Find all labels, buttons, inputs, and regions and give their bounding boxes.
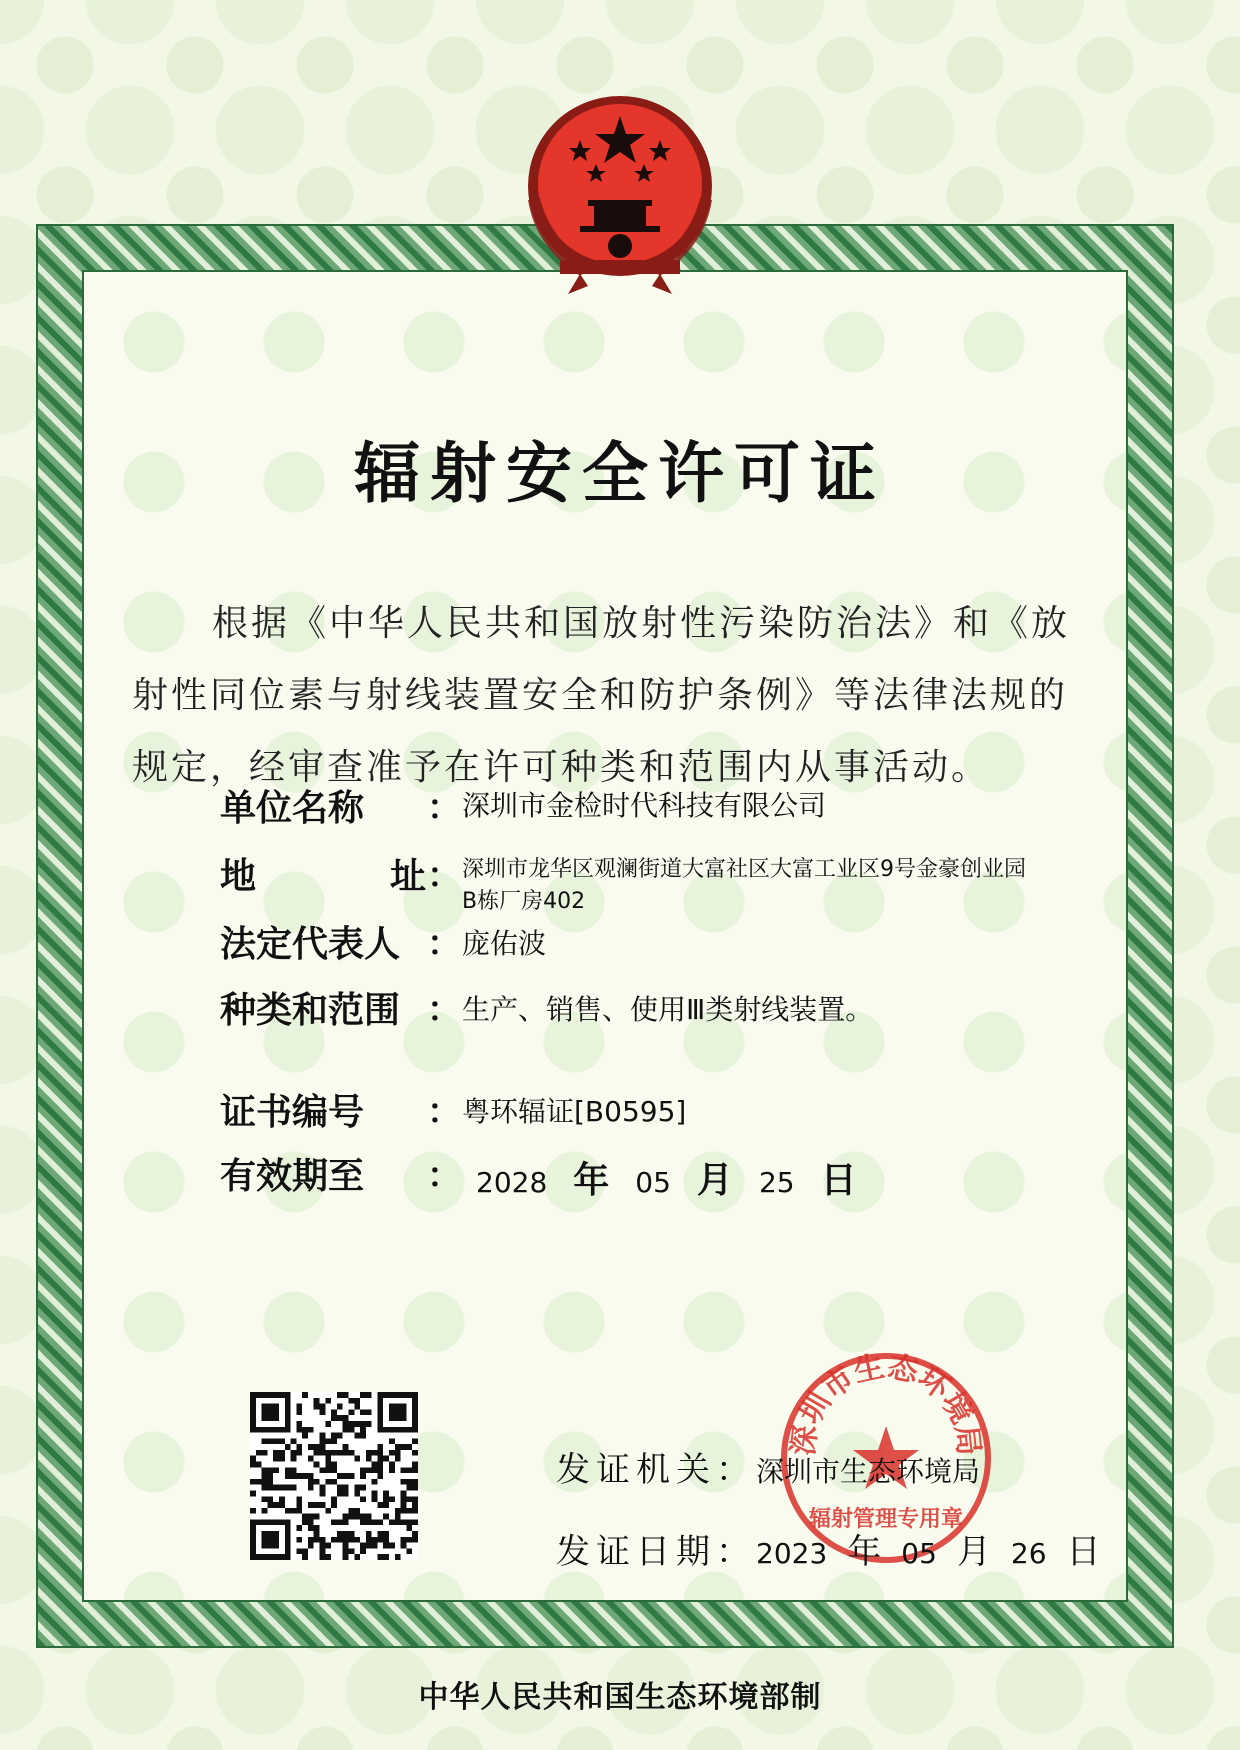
valid-month: 05 bbox=[635, 1166, 671, 1199]
footer-issuer: 中华人民共和国生态环境部制 bbox=[418, 1680, 822, 1715]
field-scope bbox=[220, 982, 873, 1033]
valid-year: 2028 bbox=[476, 1166, 548, 1199]
field-colon: ： bbox=[427, 1156, 461, 1196]
year-unit: 年 bbox=[847, 1532, 882, 1572]
field-label: 单位名称 bbox=[220, 787, 365, 829]
authority-label: 发证机关： bbox=[556, 1450, 756, 1490]
scope-value: 生产、销售、使用Ⅲ类射线装置。 bbox=[462, 993, 874, 1026]
field-colon: ： bbox=[427, 990, 461, 1030]
field-label: 有效期至 bbox=[220, 1155, 365, 1197]
month-unit: 月 bbox=[696, 1159, 733, 1201]
valid-day: 25 bbox=[758, 1166, 795, 1199]
day-unit: 日 bbox=[1066, 1532, 1101, 1572]
issue-date-label: 发证日期： bbox=[556, 1532, 756, 1572]
field-cert-no bbox=[220, 1084, 686, 1135]
certificate-preamble: 根据《中华人民共和国放射性污染防治法》和《放射性同位素与射线装置安全和防护条例》等法律法规的规定，经审查准予在许可种类和范围内从事活动。 bbox=[132, 603, 1071, 788]
cert-no-value: 粤环辐证[B0595] bbox=[462, 1095, 687, 1128]
field-legal-rep bbox=[220, 916, 546, 967]
seal-text-top: 深圳市生态环境局 bbox=[785, 1349, 987, 1458]
field-label: 证书编号 bbox=[220, 1091, 365, 1133]
seal-text-bottom: 辐射管理专用章 bbox=[808, 1507, 964, 1532]
field-address bbox=[220, 848, 1142, 918]
year-unit: 年 bbox=[573, 1159, 610, 1201]
address-value: 深圳市龙华区观澜街道大富社区大富工业区9号金豪创业园 B栋厂房402 bbox=[462, 857, 1026, 914]
issue-date bbox=[556, 1524, 1121, 1573]
field-label: 种类和范围 bbox=[220, 989, 401, 1031]
field-colon: ： bbox=[427, 1092, 461, 1132]
authority-value: 深圳市生态环境局 bbox=[756, 1455, 981, 1488]
national-emblem-icon bbox=[520, 88, 720, 298]
field-colon: ： bbox=[427, 856, 461, 896]
issue-day: 26 bbox=[1010, 1537, 1047, 1570]
day-unit: 日 bbox=[820, 1159, 857, 1201]
field-unit-name bbox=[220, 780, 826, 831]
field-label: 法定代表人 bbox=[220, 923, 401, 965]
issue-year: 2023 bbox=[756, 1537, 828, 1570]
field-colon: ： bbox=[427, 788, 461, 828]
field-colon: ： bbox=[427, 924, 461, 964]
field-valid-until bbox=[220, 1148, 883, 1203]
legal-rep-value: 庞佑波 bbox=[462, 927, 547, 960]
field-label: 地 址 bbox=[220, 855, 426, 897]
valid-until-value bbox=[476, 1148, 883, 1203]
unit-name-value: 深圳市金检时代科技有限公司 bbox=[462, 789, 827, 822]
certificate-title: 辐射安全许可证 bbox=[354, 434, 886, 512]
issuing-authority bbox=[556, 1442, 980, 1491]
issue-month: 05 bbox=[901, 1537, 937, 1570]
month-unit: 月 bbox=[956, 1532, 991, 1572]
qr-code-icon[interactable] bbox=[250, 1392, 418, 1560]
